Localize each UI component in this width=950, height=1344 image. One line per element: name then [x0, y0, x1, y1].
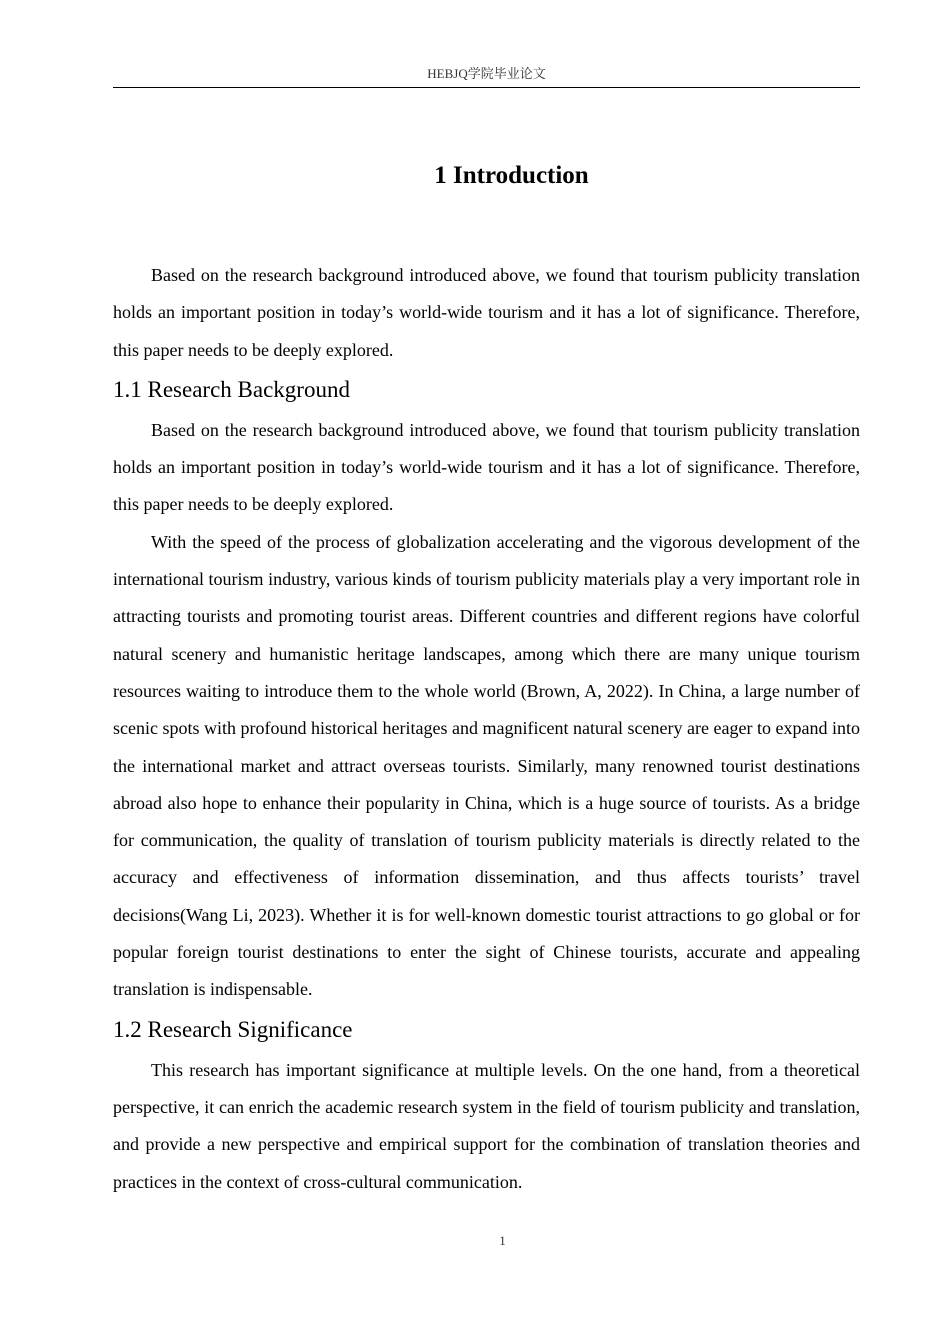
section-heading-research-significance: 1.2 Research Significance [113, 1016, 353, 1042]
body-paragraph: This research has important significance at multiple levels. On the one hand, from a theoretical perspective, it can enrich the academic research system in the field of tourism publicity and translation, and provide a new perspective and empirical support for the combination of translation theories and practices in the context of cross-cultural communication. [113, 1059, 860, 1192]
body-paragraph: With the speed of the process of globalization accelerating and the vigorous development of the international tourism industry, various kinds of tourism publicity materials play a very important role in attracting tourists and promoting tourist areas. Different countries and different regions have colorful natural scenery and humanistic heritage landscapes, among which there are many unique tourism resources waiting to introduce them to the whole world (Brown, A, 2022). In China, a large number of scenic spots with profound historical heritages and magnificent natural scenery are eager to expand into the international market and attract overseas tourists. Similarly, many renowned tourist destinations abroad also hope to enhance their popularity in China, which is a huge source of tourists. As a bridge for communication, the quality of translation of tourism publicity materials is directly related to the accuracy and effectiveness of information dissemination, and thus affects tourists’ travel decisions(Wang Li, 2023). Whether it is for well-known domestic tourist attractions to go global or for popular foreign tourist destinations to enter the sight of Chinese tourists, accurate and appealing translation is indispensable. [113, 531, 860, 1000]
chapter-title: 1 Introduction [434, 162, 589, 189]
intro-paragraph: Based on the research background introduced above, we found that tourism publicity translation holds an important position in today’s world-wide tourism and it has a lot of significance. Therefore, this paper needs to be deeply explored. [113, 265, 860, 360]
running-header: HEBJQ学院毕业论文 [427, 66, 546, 81]
page-number: 1 [499, 1233, 506, 1248]
page-body [113, 150, 860, 1201]
body-paragraph: Based on the research background introduced above, we found that tourism publicity translation holds an important position in today’s world-wide tourism and it has a lot of significance. Therefore, this paper needs to be deeply explored. [113, 419, 860, 515]
section-heading-research-background: 1.1 Research Background [113, 376, 350, 402]
header-divider [113, 87, 860, 88]
